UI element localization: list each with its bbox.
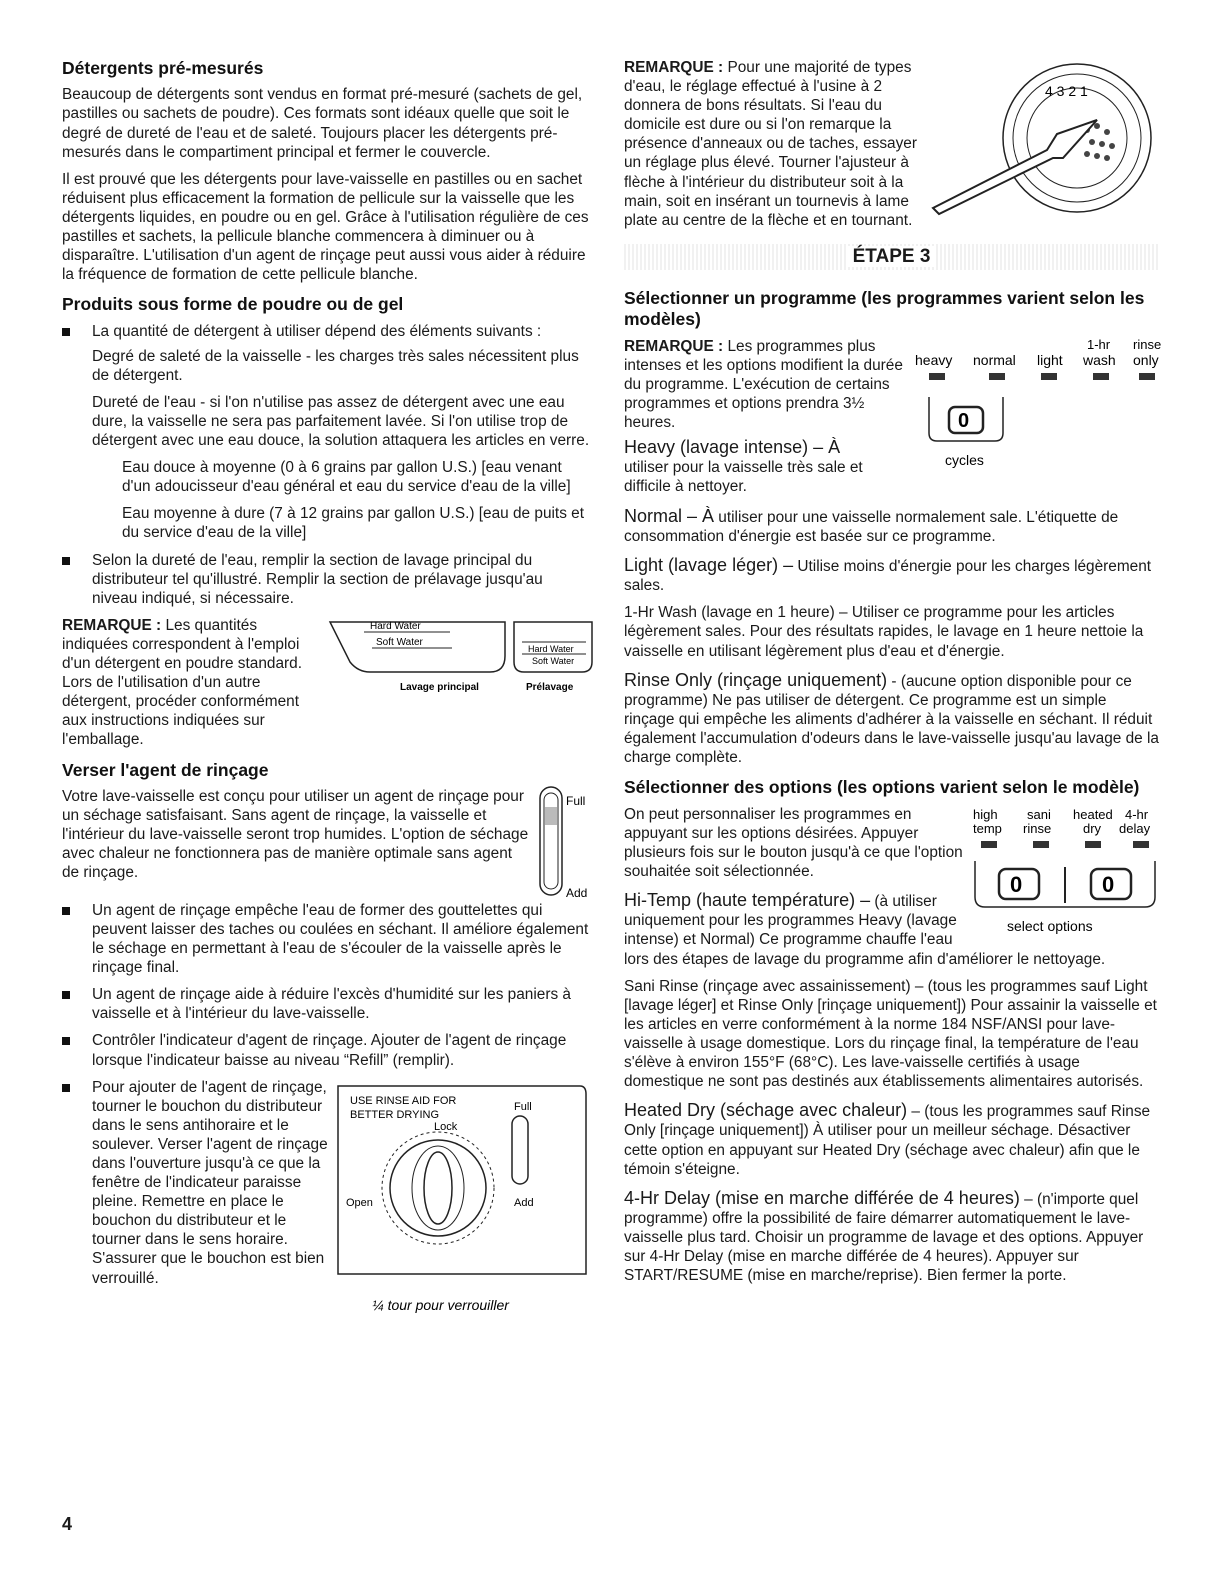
sub-hard-water: Eau moyenne à dure (7 à 12 grains par gallon U.S.) [eau de puits et du service d'eau de la ville]	[122, 505, 585, 542]
heading-powder-gel: Produits sous forme de poudre ou de gel	[62, 294, 404, 315]
opt-heated-label: heated	[1073, 806, 1113, 822]
cycles-panel-figure	[911, 337, 1169, 475]
options-intro: On peut personnaliser les programmes en appuyant sur les options désirées. Appuyer plusieurs fois sur le bouton jusqu'à ce que l'option souhaitée soit sélectionnée.	[624, 805, 963, 880]
main-hard-label: Hard Water	[370, 620, 421, 632]
cycle-1hr-top-label: 1-hr	[1087, 336, 1111, 352]
cycles-note-label: REMARQUE :	[624, 337, 724, 355]
delay-text: – (n'importe quel programme) offre la possibilité de faire démarrer automatiquement le lave-vaisselle plus tard. Choisir un programme de lavage et des options. Appuyer sur 4-Hr Delay (mise en marche différée de 4 heures). Appuyer sur START/RESUME (mise en marche/reprise). Bien fermer la porte.	[624, 1190, 1144, 1285]
cycle-normal-label: normal	[973, 351, 1016, 368]
heading-select-options: Sélectionner des options (les options varient selon le modèle)	[624, 777, 1140, 798]
dial-numbers: 4 3 2 1	[1045, 83, 1088, 99]
opt-delay-label: delay	[1119, 820, 1151, 836]
main-wash-label: Lavage principal	[400, 681, 479, 693]
select-options-label: select options	[1007, 917, 1093, 934]
rinse-bullet-2: Un agent de rinçage aide à réduire l'excès d'humidité sur les paniers à vaisselle et à l'intérieur du lave-vaisselle.	[62, 985, 590, 1023]
heavy-lead: Heavy (lavage intense) – À	[624, 437, 841, 457]
bullet-amount	[62, 322, 590, 543]
options-panel-figure	[969, 805, 1169, 945]
heading-rinse-aid: Verser l'agent de rinçage	[62, 759, 269, 780]
cap-full-label: Full	[514, 1100, 532, 1113]
rinse-bullet-3: Contrôler l'indicateur d'agent de rinçage. Ajouter de l'agent de rinçage lorsque l'indicateur baisse au niveau “Refill” (remplir).	[62, 1031, 590, 1069]
para-premeasured-1: Beaucoup de détergents sont vendus en format pré-mesuré (sachets de gel, pastilles ou sachets de poudre). Ces formats sont idéaux quelle que soit le degré de dureté de l'eau et de saleté. Toujours placer les détergents pré-mesurés dans le compartiment principal et fermer le couvercle.	[62, 86, 583, 161]
rinse-cap-figure	[330, 1078, 592, 1328]
delay-lead: 4-Hr Delay (mise en marche différée de 4 heures)	[624, 1187, 1020, 1208]
opt-4hr-label: 4-hr	[1125, 806, 1149, 822]
adjuster-dial-figure	[927, 60, 1177, 216]
normal-text: utiliser pour une vaisselle normalement sale. L'étiquette de consommation d'énergie est basée sur ce programme.	[624, 508, 1119, 545]
lock-label: Lock	[434, 1120, 458, 1133]
rinse-bullet-4	[62, 1078, 590, 1313]
bullet-amount-text: La quantité de détergent à utiliser dépend des éléments suivants :	[92, 322, 542, 340]
rinse-indicator-figure	[532, 781, 596, 901]
sani-rinse-option: Sani Rinse (rinçage avec assainissement) – (tous les programmes sauf Light [lavage léger] et Rinse Only [rinçage uniquement]) Pour assainir la vaisselle et les articles en verre conformément à la norme 184 NSF/ANSI pour lave-vaisselle à usage domestique. Lors du rinçage final, la température de l'eau s'élève à environ 155°F (68°C). Les lave-vaisselle certifiés à usage domestique ne sont pas destinés aux établissements alimentaires autorisés.	[624, 977, 1157, 1091]
sub-hardness: Dureté de l'eau - si l'on n'utilise pas assez de détergent avec une eau dure, la vaisselle ne sera pas parfaitement lavée. Si l'on utilise trop de détergent avec une eau douce, la solution attaquera les articles en verre.	[92, 393, 590, 450]
heated-dry-option	[624, 1099, 1159, 1179]
cycles-label: cycles	[945, 451, 984, 468]
better-drying-label: BETTER DRYING	[350, 1108, 440, 1121]
cycle-only-label: only	[1133, 351, 1159, 368]
options-display-digit-1: 0	[1010, 871, 1023, 897]
para-premeasured-2: Il est prouvé que les détergents pour lave-vaisselle en pastilles ou en sachet réduisent plus efficacement la formation de pellicule sur la vaisselle que les détergents liquides, en poudre ou en gel. Grâce à l'utilisation régulière de ces pastilles et sachets, la pellicule blanche commencera à diminuer ou à disparaître. L'utilisation d'un agent de rinçage peut aussi vous aider à réduire la fréquence de formation de cette pellicule blanche.	[62, 170, 589, 284]
step-banner	[624, 244, 1159, 270]
pre-soft-label: Soft Water	[532, 655, 575, 666]
cycle-heavy-label: heavy	[915, 351, 953, 368]
rinse-only-lead: Rinse Only (rinçage uniquement)	[624, 669, 888, 690]
cap-add-label: Add	[514, 1196, 534, 1209]
adjuster-note-label: REMARQUE :	[624, 59, 724, 76]
normal-lead: Normal – À	[624, 505, 715, 526]
adjuster-note-text: Pour une majorité de types d'eau, le réglage effectué à l'usine à 2 donnera de bons résultats. Si l'eau du domicile est dure ou si l'on remarque la présence d'anneaux ou de taches, essayer un réglage plus élevé. Tourner l'ajusteur à flèche à l'intérieur du distributeur soit à la main, soit en insérant un tournevis à lame plate au centre de la flèche et en tournant.	[624, 59, 917, 229]
opt-rinse-label: rinse	[1023, 820, 1052, 836]
one-hr-cycle: 1-Hr Wash (lavage en 1 heure) – Utiliser ce programme pour les articles légèrement sales. Pour des résultats rapides, le lavage en 1 heure nettoie la vaisselle en utilisant légèrement plus d'eau et d'énergie.	[624, 604, 1144, 660]
rinse-intro: Votre lave-vaisselle est conçu pour utiliser un agent de rinçage pour un séchage satisfaisant. Sans agent de rinçage, la vaisselle et l'intérieur du lave-vaisselle seront trop humides. L'option de séchage avec chaleur ne fonctionnera pas de manière optimale sans agent de rinçage.	[62, 787, 529, 882]
cycles-block	[624, 336, 1162, 497]
rinse-bullet-1: Un agent de rinçage empêche l'eau de former des gouttelettes qui peuvent laisser des taches ou coulées en séchant. Il améliore également le séchage en permettant à l'eau de s'écouler de la vaisselle après le rinçage final.	[62, 901, 590, 977]
cycle-light-label: light	[1037, 351, 1063, 368]
bullet-fill: Selon la dureté de l'eau, remplir la section de lavage principal du distributeur tel qu'illustré. Remplir la section de prélavage jusqu'au niveau indiqué, si nécessaire.	[62, 551, 590, 608]
note-label: REMARQUE :	[62, 616, 162, 634]
page-number: 4	[62, 1514, 73, 1534]
light-text: Utilise moins d'énergie pour les charges légèrement sales.	[624, 557, 1152, 595]
adjuster-note-block	[624, 58, 1159, 230]
detergent-dispenser-figure	[320, 614, 604, 714]
delay-option	[624, 1187, 1159, 1286]
opt-temp-label: temp	[973, 820, 1002, 836]
step-label: ÉTAPE 3	[847, 246, 937, 267]
opt-high-label: high	[973, 806, 998, 822]
rinse-only-text: - (aucune option disponible pour ce programme) Ne pas utiliser de détergent. Ce programme est un simple rinçage qui empêche les aliments d'adhérer à la vaisselle en séchant. Il réduit également l'accumulation d'odeurs dans le lave-vaisselle jusqu'au lavage de la charge complète.	[624, 672, 1159, 767]
pre-hard-label: Hard Water	[528, 643, 574, 654]
light-cycle	[624, 554, 1159, 595]
hi-temp-lead: Hi-Temp (haute température) –	[624, 890, 871, 910]
note-text: Les quantités indiquées correspondent à l'emploi d'un détergent en poudre standard. Lors de l'utilisation d'un autre détergent, procéder conformément aux instructions indiquées sur l'emballage.	[62, 616, 302, 749]
hi-temp-text: utiliser uniquement pour les programmes Heavy (lavage intense) et Normal) Ce programme chauffe l'eau lors des étapes de lavage du programme afin d'améliorer le nettoyage.	[624, 893, 1106, 968]
cycles-display-digit: 0	[958, 409, 970, 432]
heading-premeasured: Détergents pré-mesurés	[62, 58, 264, 78]
rinse-bullet-4-text: Pour ajouter de l'agent de rinçage, tourner le bouchon du distributeur dans le sens antihoraire et le soulever. Verser l'agent de rinçage dans l'ouverture jusqu'à ce que la fenêtre de l'indicateur paraisse pleine. Remettre en place le bouchon du distributeur et le tourner dans le sens horaire. S'assurer que le bouchon est bien verrouillé.	[92, 1078, 328, 1287]
heading-select-cycle: Sélectionner un programme (les programmes varient selon les modèles)	[624, 287, 1145, 330]
hi-temp-small: (à	[870, 893, 889, 910]
cycles-note-text: Les programmes plus intenses et les options modifient la durée du programme. L'exécution de certains programmes et options prendra 3½ heures.	[624, 337, 903, 431]
options-block	[624, 805, 1159, 969]
rinse-bullets	[62, 901, 590, 1313]
main-soft-label: Soft Water	[376, 636, 423, 648]
rinse-intro-block	[62, 787, 590, 900]
right-column	[624, 58, 1162, 1293]
prewash-label: Prélavage	[526, 681, 574, 693]
cycle-wash-label: wash	[1083, 351, 1116, 368]
use-rinse-label: USE RINSE AID FOR	[350, 1094, 457, 1107]
left-column	[62, 58, 590, 1328]
sub-soft-water: Eau douce à moyenne (0 à 6 grains par gallon U.S.) [eau venant d'un adoucisseur d'eau général et eau du service d'eau de la ville]	[122, 459, 571, 496]
normal-cycle	[624, 505, 1159, 546]
sub-soil: Degré de saleté de la vaisselle - les charges très sales nécessitent plus de détergent.	[92, 347, 579, 384]
cycle-rinse-top-label: rinse	[1133, 336, 1162, 352]
opt-dry-label: dry	[1083, 820, 1102, 836]
indicator-full-label: Full	[566, 793, 586, 808]
open-label: Open	[346, 1196, 373, 1209]
heated-dry-lead: Heated Dry (séchage avec chaleur)	[624, 1100, 908, 1121]
opt-sani-label: sani	[1027, 806, 1051, 822]
rinse-only-cycle	[624, 669, 1159, 768]
powder-bullets	[62, 322, 590, 608]
quarter-turn-caption: ¼ tour pour verrouiller	[372, 1296, 509, 1313]
options-display-digit-2: 0	[1102, 871, 1115, 897]
light-lead: Light (lavage léger) –	[624, 554, 794, 575]
heavy-text: utiliser pour la vaisselle très sale et difficile à nettoyer.	[624, 459, 863, 496]
heated-dry-text: – (tous les programmes sauf Rinse Only [rinçage uniquement]) À utiliser pour un meilleur séchage. Désactiver cette option en appuyant sur Heated Dry (séchage avec chaleur) afin que le témoin s'éteigne.	[624, 1103, 1151, 1178]
detergent-note-block	[62, 616, 590, 750]
indicator-add-label: Add	[566, 885, 588, 900]
